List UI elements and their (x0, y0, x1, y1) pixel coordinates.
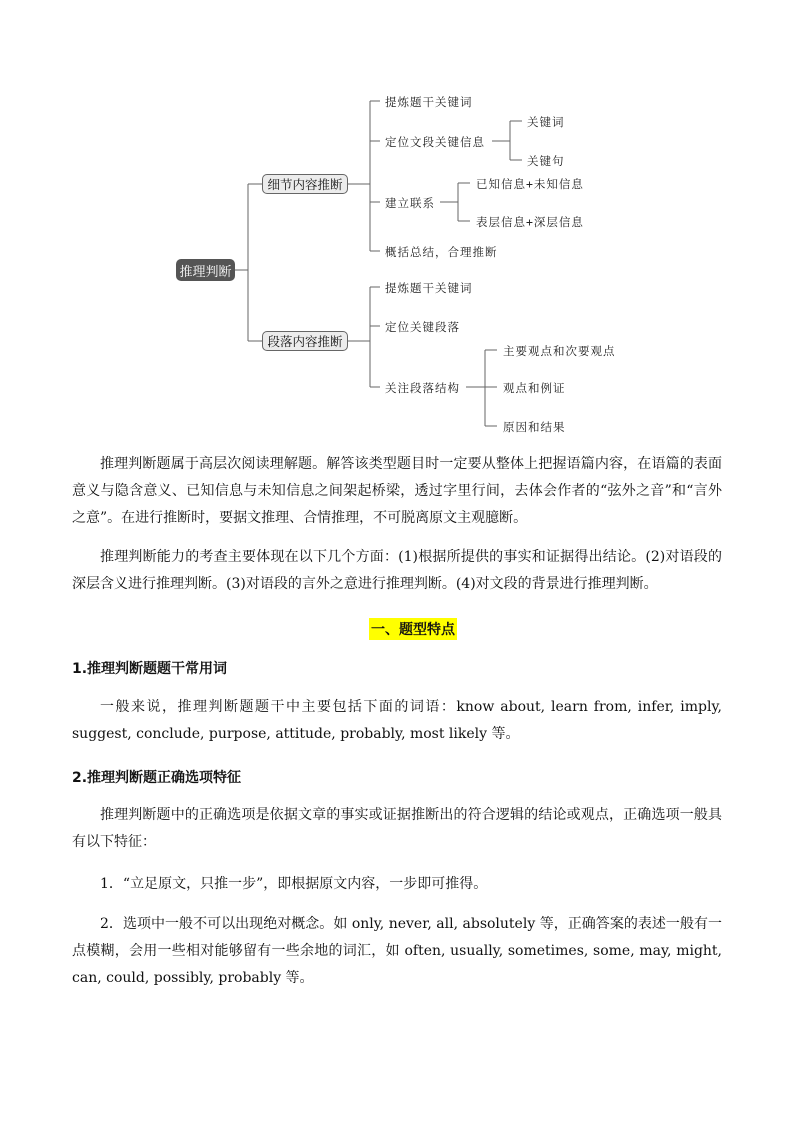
branch-paragraph-inference: 段落内容推断 (262, 331, 348, 351)
leaf-main-secondary: 主要观点和次要观点 (503, 344, 616, 358)
part1-heading: 1.推理判断题题干常用词 (72, 661, 228, 677)
mind-map (0, 0, 794, 450)
leaf-extract-keywords: 提炼题干关键词 (385, 95, 473, 109)
leaf-surface-deep: 表层信息+深层信息 (476, 215, 584, 229)
leaf-summarize: 概括总结，合理推断 (385, 245, 498, 259)
branch-detail-inference: 细节内容推断 (262, 174, 348, 194)
section-title: 一、题型特点 (369, 618, 457, 640)
leaf-keyword: 关键词 (527, 115, 565, 129)
leaf-locate-info: 定位文段关键信息 (385, 135, 485, 149)
part2-item-1: 1．“立足原文，只推一步”，即根据原文内容，一步即可推得。 (100, 876, 488, 892)
mindmap-root: 推理判断 (176, 259, 235, 281)
leaf-paragraph-structure: 关注段落结构 (385, 381, 460, 395)
part2-item-2: 2．选项中一般不可以出现绝对概念。如 only, never, all, absolutely 等，正确答案的表述一般有一点模糊，会用一些相对能够留有一些余地的词汇，如 often, usually, sometimes, some, may, might, can, could, possibly, probably 等。 (72, 916, 722, 986)
part2-heading: 2.推理判断题正确选项特征 (72, 770, 242, 786)
intro-paragraph-2: 推理判断能力的考查主要体现在以下几个方面：(1)根据所提供的事实和证据得出结论。(2)对语段的深层含义进行推理判断。(3)对语段的言外之意进行推理判断。(4)对文段的背景进行推理判断。 (72, 549, 722, 592)
leaf-cause-effect: 原因和结果 (503, 420, 566, 434)
leaf-known-unknown: 已知信息+未知信息 (476, 177, 584, 191)
leaf-locate-paragraph: 定位关键段落 (385, 320, 460, 334)
part2-text: 推理判断题中的正确选项是依据文章的事实或证据推断出的符合逻辑的结论或观点，正确选项一般具有以下特征： (72, 807, 722, 850)
intro-paragraph-1: 推理判断题属于高层次阅读理解题。解答该类型题目时一定要从整体上把握语篇内容，在语篇的表面意义与隐含意义、已知信息与未知信息之间架起桥梁，透过字里行间，去体会作者的“弦外之音”和“言外之意”。在进行推断时，要据文推理、合情推理，不可脱离原文主观臆断。 (72, 456, 722, 526)
leaf-view-example: 观点和例证 (503, 381, 566, 395)
leaf-key-sentence: 关键句 (527, 154, 565, 168)
part1-text: 一般来说，推理判断题题干中主要包括下面的词语：know about, learn from, infer, imply, suggest, conclude, purpose, attitude, probably, most likely 等。 (72, 699, 722, 742)
leaf-extract-keywords-2: 提炼题干关键词 (385, 281, 473, 295)
leaf-build-connection: 建立联系 (385, 196, 435, 210)
